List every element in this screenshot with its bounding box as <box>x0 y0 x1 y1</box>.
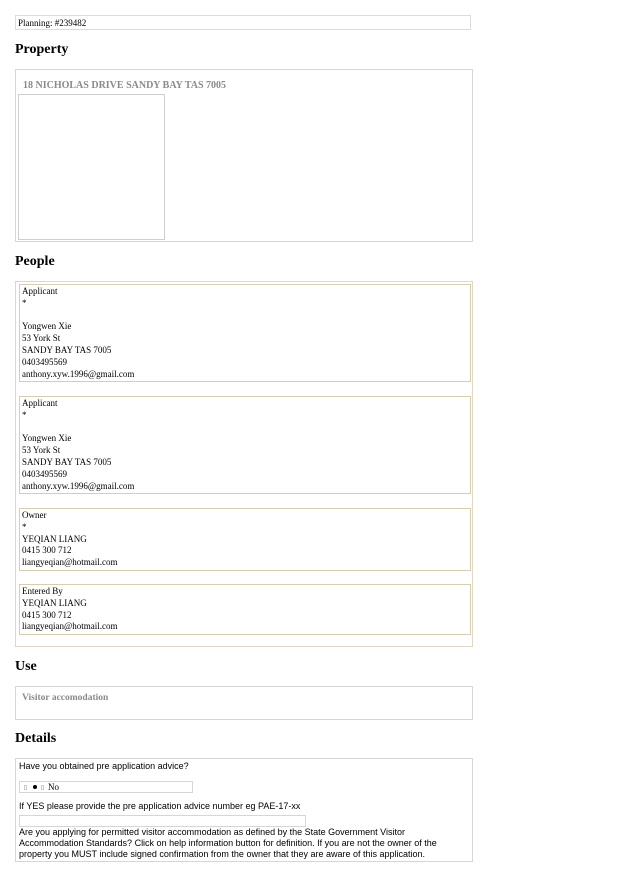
person-role: Applicant <box>22 398 58 408</box>
people-heading: People <box>15 254 55 269</box>
person-street: 53 York St <box>22 333 61 344</box>
person-phone: 0403495569 <box>22 468 67 479</box>
radio-no-box <box>41 785 44 790</box>
pre-application-number-question: If YES please provide the pre application advice number eg PAE-17-xx <box>19 801 301 811</box>
person-name: YEQIAN LIANG <box>22 597 87 608</box>
required-marker: * <box>22 297 27 308</box>
details-heading: Details <box>15 731 57 746</box>
pre-application-question: Have you obtained pre application advice? <box>19 761 189 771</box>
person-phone: 0415 300 712 <box>22 609 72 620</box>
person-role: Entered By <box>22 586 63 596</box>
person-phone: 0403495569 <box>22 356 67 367</box>
person-street: 53 York St <box>22 445 61 456</box>
person-email: liangyeqian@hotmail.com <box>22 557 118 568</box>
person-phone: 0415 300 712 <box>22 545 72 556</box>
radio-no-selected[interactable] <box>33 785 37 789</box>
radio-yes[interactable] <box>24 785 27 790</box>
person-name: Yongwen Xie <box>22 433 72 444</box>
person-suburb: SANDY BAY TAS 7005 <box>22 456 112 467</box>
pre-application-radio-group[interactable] <box>19 781 193 793</box>
person-name: Yongwen Xie <box>22 321 72 332</box>
required-marker: * <box>22 409 27 420</box>
person-email: anthony.xyw.1996@gmail.com <box>22 480 135 491</box>
person-role: Applicant <box>22 286 58 296</box>
property-heading: Property <box>15 42 69 57</box>
planning-number: Planning: #239482 <box>15 15 471 30</box>
person-card-applicant <box>19 396 471 494</box>
person-suburb: SANDY BAY TAS 7005 <box>22 344 112 355</box>
use-heading: Use <box>15 659 37 674</box>
required-marker: * <box>22 521 27 532</box>
person-email: anthony.xyw.1996@gmail.com <box>22 368 135 379</box>
people-panel <box>15 281 473 647</box>
property-panel <box>15 69 473 242</box>
radio-no-label: No <box>48 782 59 792</box>
person-card-applicant <box>19 284 471 382</box>
person-card-owner <box>19 508 471 571</box>
person-name: YEQIAN LIANG <box>22 533 87 544</box>
person-email: liangyeqian@hotmail.com <box>22 621 118 632</box>
use-value: Visitor accomodation <box>22 693 109 703</box>
pre-application-number-input[interactable] <box>19 815 306 827</box>
details-panel <box>15 758 473 862</box>
person-role: Owner <box>22 510 47 520</box>
person-card-entered-by <box>19 584 471 635</box>
property-map-image <box>18 94 165 240</box>
property-address: 18 NICHOLAS DRIVE SANDY BAY TAS 7005 <box>23 80 227 91</box>
use-panel <box>15 686 473 720</box>
visitor-accommodation-question: Are you applying for permitted visitor accommodation as defined by the State Government Visitor Accommodation Standards? Click on help information button for definition. If you are not the owner of the property you MUST include signed confirmation from the owner that they are aware of this application. <box>19 827 437 859</box>
